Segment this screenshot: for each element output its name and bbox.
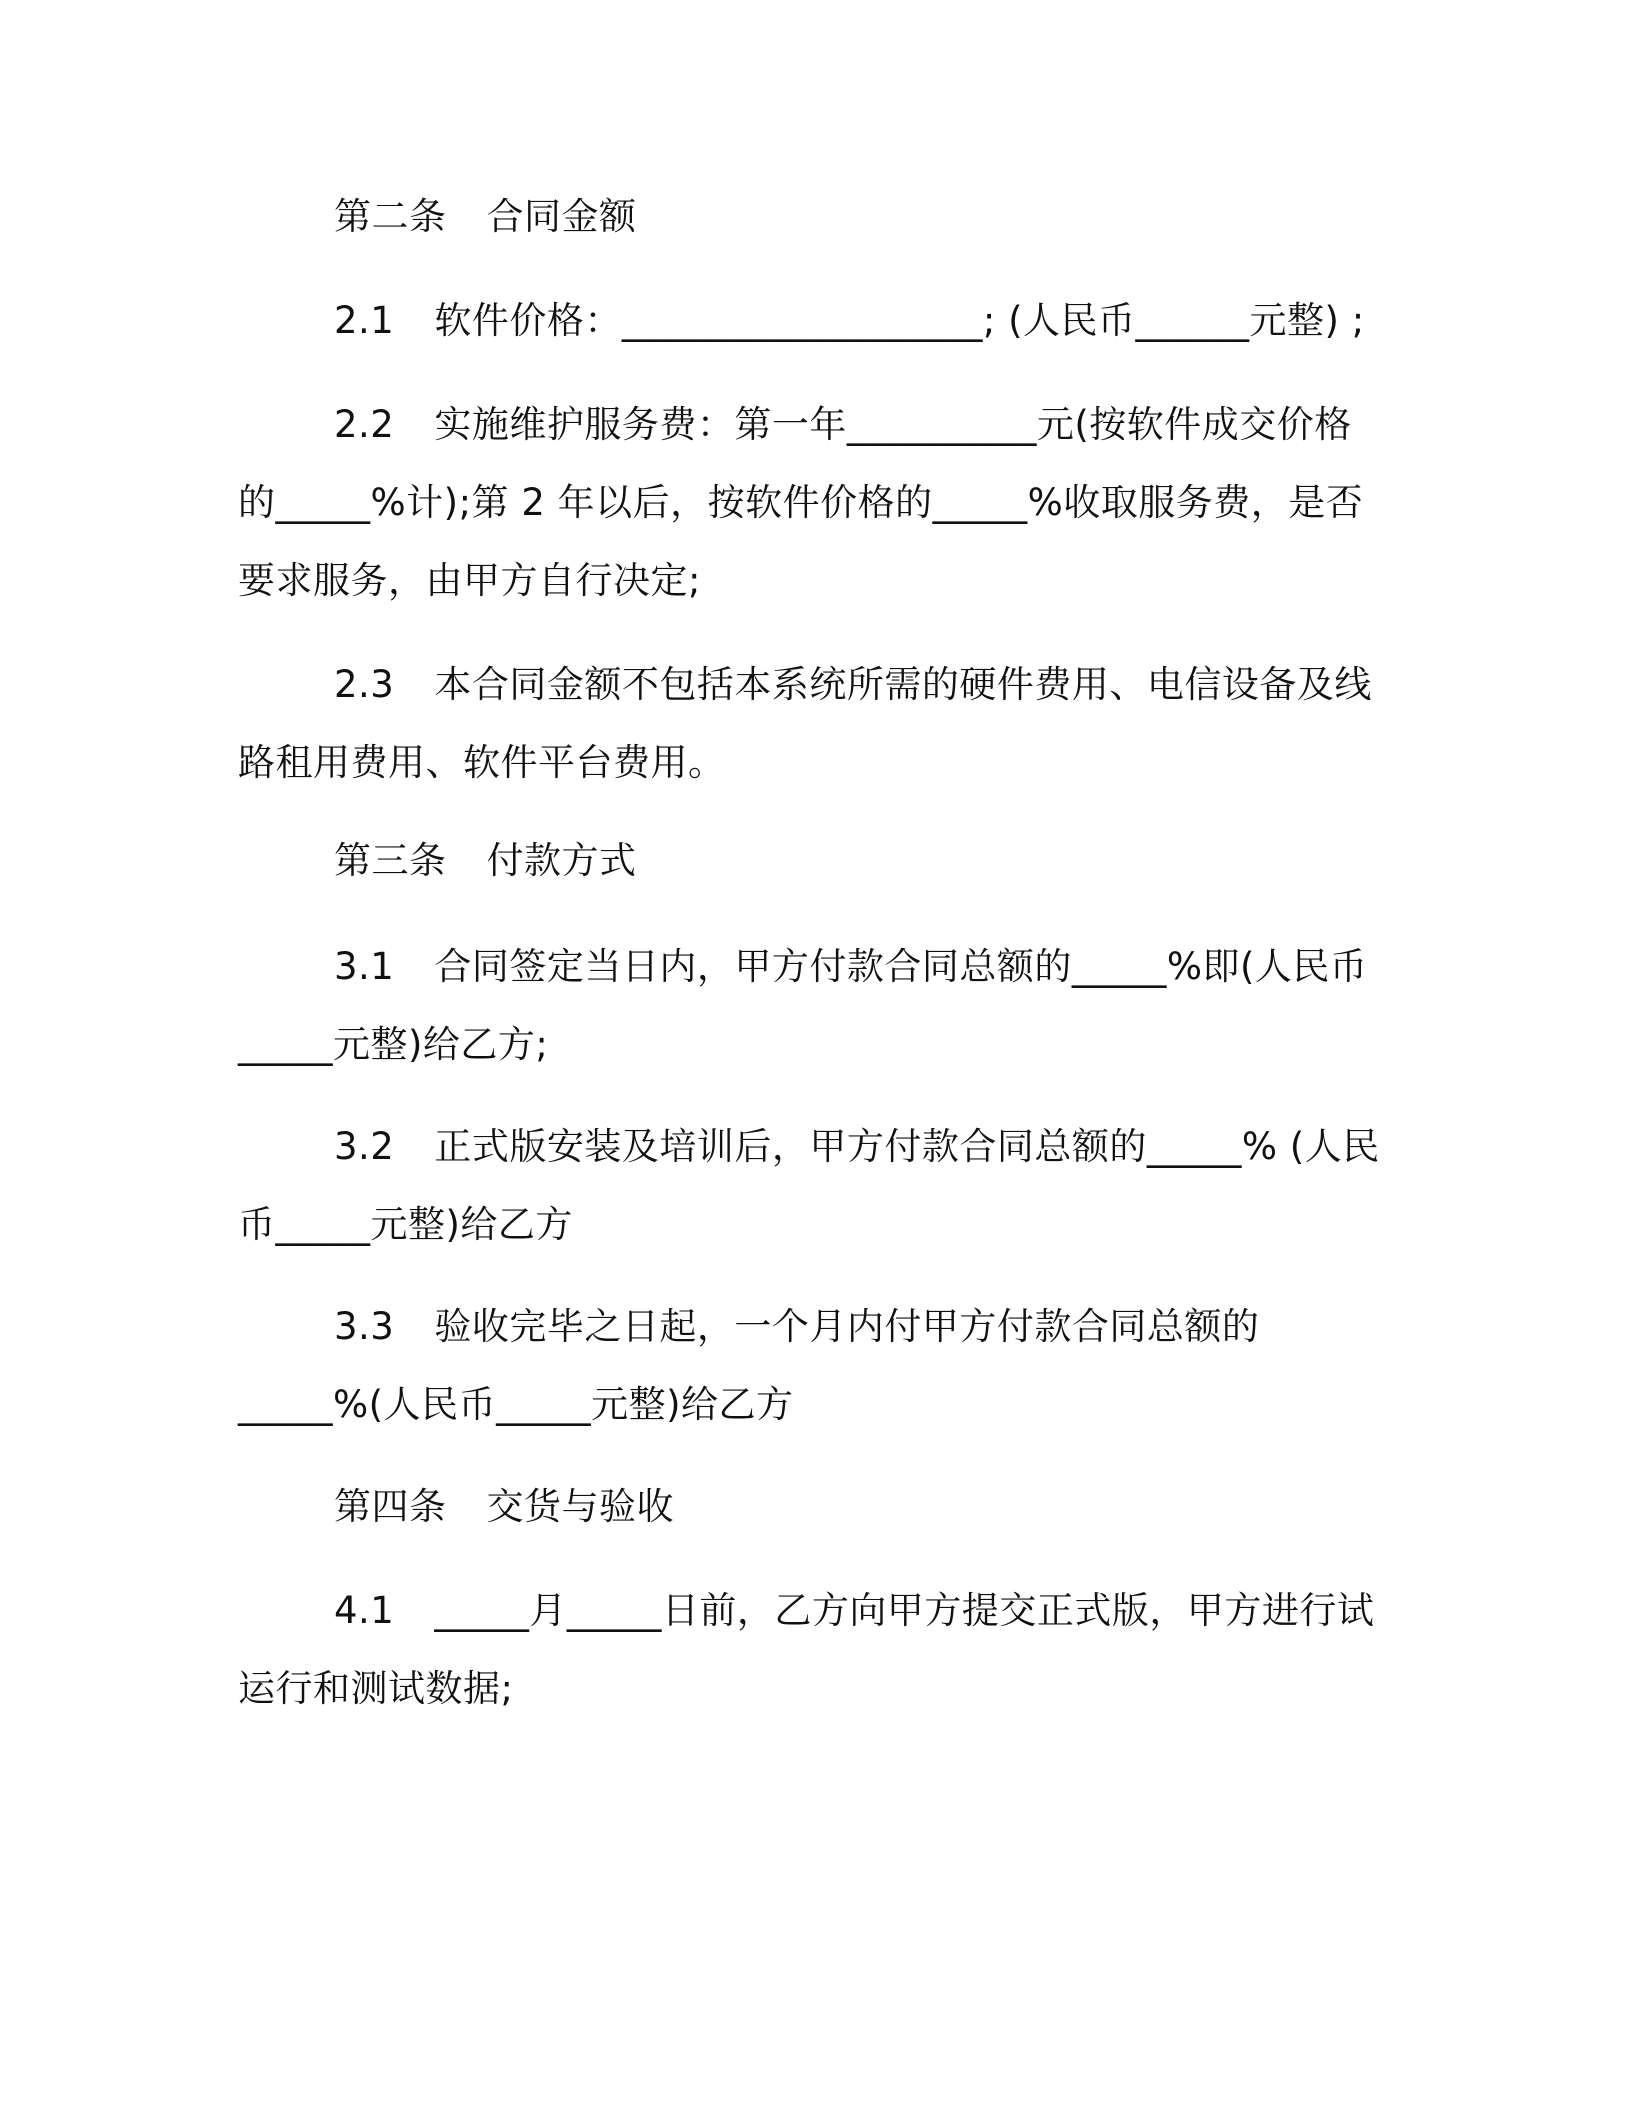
clause-4-1-line-2: 运行和测试数据; <box>238 1667 514 1710</box>
clause-3-2-text-1: 正式版安装及培训后，甲方付款合同总额的_____% (人民 <box>434 1125 1380 1168</box>
clause-2-1-text-1: 软件价格：___________________; (人民币______元整) ; <box>434 299 1365 342</box>
clause-2-1 <box>238 282 1378 360</box>
clause-4-1 <box>238 1572 1378 1728</box>
clause-2-2-line-2: 的_____%计);第 2 年以后，按软件价格的_____%收取服务费，是否 <box>238 481 1364 524</box>
article-4-heading <box>334 1468 674 1546</box>
clause-3-1 <box>238 928 1378 1084</box>
clause-3-2-line-1 <box>238 1108 1378 1186</box>
clause-2-3-line-2: 路租用费用、软件平台费用。 <box>238 741 726 784</box>
article-3-number: 第三条 <box>334 839 447 882</box>
clause-3-3-line-2: _____%(人民币_____元整)给乙方 <box>238 1383 794 1426</box>
clause-2-3-line-1 <box>238 646 1378 724</box>
clause-4-1-text-1: _____月_____日前，乙方向甲方提交正式版，甲方进行试 <box>434 1589 1375 1632</box>
clause-2-3 <box>238 646 1378 802</box>
article-3-heading <box>334 822 637 900</box>
article-3-title: 付款方式 <box>486 839 637 882</box>
clause-3-2 <box>238 1108 1378 1264</box>
clause-2-1-line-1 <box>238 282 1378 360</box>
clause-2-2 <box>238 386 1378 620</box>
clause-4-1-number: 4.1 <box>334 1589 395 1632</box>
clause-2-3-text-1: 本合同金额不包括本系统所需的硬件费用、电信设备及线 <box>434 663 1372 706</box>
clause-3-2-line-2: 币_____元整)给乙方 <box>238 1203 573 1246</box>
clause-3-3-number: 3.3 <box>334 1305 395 1348</box>
clause-2-2-line-1 <box>238 386 1378 464</box>
article-2-number: 第二条 <box>334 195 447 238</box>
clause-2-1-number: 2.1 <box>334 299 395 342</box>
clause-3-3-text-1: 验收完毕之日起，一个月内付甲方付款合同总额的 <box>434 1305 1260 1348</box>
clause-2-2-number: 2.2 <box>334 403 395 446</box>
clause-2-2-text-1: 实施维护服务费：第一年__________元(按软件成交价格 <box>434 403 1352 446</box>
article-2-heading <box>334 178 637 256</box>
clause-4-1-line-1 <box>238 1572 1378 1650</box>
clause-3-1-line-1 <box>238 928 1378 1006</box>
clause-3-3-line-1 <box>238 1288 1378 1366</box>
clause-3-3 <box>238 1288 1378 1444</box>
clause-3-1-text-1: 合同签定当日内，甲方付款合同总额的_____%即(人民币 <box>434 945 1368 988</box>
clause-2-2-line-3: 要求服务，由甲方自行决定; <box>238 559 701 602</box>
article-2-title: 合同金额 <box>486 195 637 238</box>
clause-3-1-number: 3.1 <box>334 945 395 988</box>
clause-3-2-number: 3.2 <box>334 1125 395 1168</box>
clause-3-1-line-2: _____元整)给乙方; <box>238 1023 549 1066</box>
article-4-title: 交货与验收 <box>486 1485 674 1528</box>
clause-2-3-number: 2.3 <box>334 663 395 706</box>
article-4-number: 第四条 <box>334 1485 447 1528</box>
